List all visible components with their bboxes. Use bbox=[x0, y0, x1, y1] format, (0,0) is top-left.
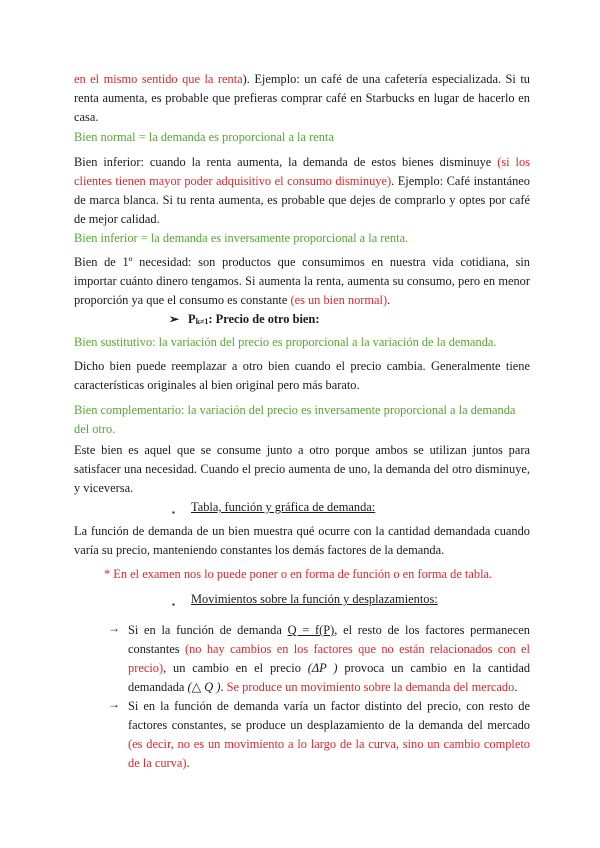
paragraph-text: Bien de 1º necesidad: son productos que consumimos en nuestra vida cotidiana, sin importar cuánto dinero tengamos. Si aumenta la renta, aumenta su consumo, pero en menor proporción ya que el consumo es constante bbox=[74, 255, 530, 307]
heading-label: : Precio de otro bien: bbox=[208, 312, 320, 326]
arrow-bullet-icon: → bbox=[108, 697, 120, 711]
delta-price: (ΔP ) bbox=[307, 661, 338, 675]
list-item-text bbox=[128, 621, 530, 697]
heading-symbol: P bbox=[188, 312, 196, 326]
list-item-text bbox=[128, 697, 530, 773]
highlight-text: Se produce un movimiento sobre la demanda del mercado bbox=[226, 680, 515, 694]
item-text: . bbox=[514, 680, 518, 694]
paragraph-inferior-good bbox=[74, 153, 530, 229]
bullet-label: Tabla, función y gráfica de demanda: bbox=[191, 500, 376, 514]
item-text: provoca un cambio en la cantidad demandada bbox=[128, 661, 531, 694]
paragraph-text: Bien inferior: cuando la renta aumenta, la demanda de estos bienes disminuye bbox=[74, 155, 498, 169]
highlight-text: (si los clientes tienen mayor poder adquisitivo el consumo disminuye) bbox=[74, 155, 530, 188]
square-bullet-icon: ▪ bbox=[172, 600, 175, 609]
item-text: , el resto de los factores permanecen constantes bbox=[128, 623, 530, 656]
highlight-text: (es un bien normal) bbox=[290, 293, 388, 307]
paragraph-text: . bbox=[387, 293, 391, 307]
paragraph-text: . Ejemplo: Café instantáneo de marca blanca. Si tu renta aumenta, es probable que dejes de comprarlo y optes por café de mejor calidad. bbox=[74, 174, 530, 226]
heading-subscript: k≠1 bbox=[195, 317, 209, 326]
item-text: , un cambio en el precio bbox=[163, 661, 308, 675]
paragraph-normal-good-example bbox=[74, 70, 530, 127]
arrowhead-bullet-icon: ➢ bbox=[169, 312, 180, 326]
paragraph-demand-function: La función de demanda de un bien muestra qué ocurre con la cantidad demandada cuando varía su precio, manteniendo constantes los demás factores de la demanda. bbox=[74, 524, 530, 557]
demand-formula: Q = f(P) bbox=[287, 623, 335, 637]
bullet-label: Movimientos sobre la función y desplazamientos: bbox=[191, 592, 438, 606]
item-text: . bbox=[220, 680, 227, 694]
paragraph-necessity-good bbox=[74, 253, 530, 310]
definition-substitute-good: Bien sustitutivo: la variación del precio es proporcional a la variación de la demanda. bbox=[74, 335, 497, 349]
highlight-text: (es decir, no es un movimiento a lo largo de la curva, sino un cambio completo de la curva) bbox=[128, 737, 530, 770]
highlight-text: en el mismo sentido que la renta bbox=[74, 72, 243, 86]
paragraph-complementary: Este bien es aquel que se consume junto a otro porque ambos se utilizan juntos para satisfacer una necesidad. Cuando el precio aumenta de uno, la demanda del otro disminuye, y viceversa. bbox=[74, 443, 530, 495]
exam-note: * En el examen nos lo puede poner o en forma de función o en forma de tabla. bbox=[104, 567, 493, 581]
delta-quantity: (△ Q ) bbox=[187, 680, 221, 694]
definition-inferior-good: Bien inferior = la demanda es inversamente proporcional a la renta. bbox=[74, 231, 409, 245]
item-text: Si en la función de demanda varía un factor distinto del precio, con resto de factores constantes, se produce un desplazamiento de la demanda del mercado bbox=[128, 699, 530, 732]
paragraph-substitute: Dicho bien puede reemplazar a otro bien cuando el precio cambia. Generalmente tiene características originales al bien original pero más barato. bbox=[74, 359, 530, 392]
square-bullet-icon: ▪ bbox=[172, 508, 175, 517]
definition-complementary-good: Bien complementario: la variación del precio es inversamente proporcional a la demanda del otro. bbox=[74, 403, 516, 436]
arrow-bullet-icon: → bbox=[108, 621, 120, 635]
item-text: Si en la función de demanda bbox=[128, 623, 288, 637]
highlight-text: (no hay cambios en los factores que no están relacionados con el precio) bbox=[128, 642, 530, 675]
definition-normal-good: Bien normal = la demanda es proporcional a la renta bbox=[74, 130, 334, 144]
paragraph-text: ). Ejemplo: un café de una cafetería especializada. Si tu renta aumenta, es probable que prefieras comprar café en Starbucks en lugar de hacerlo en casa. bbox=[74, 72, 530, 124]
item-text: . bbox=[186, 756, 190, 770]
heading-text bbox=[188, 310, 319, 331]
